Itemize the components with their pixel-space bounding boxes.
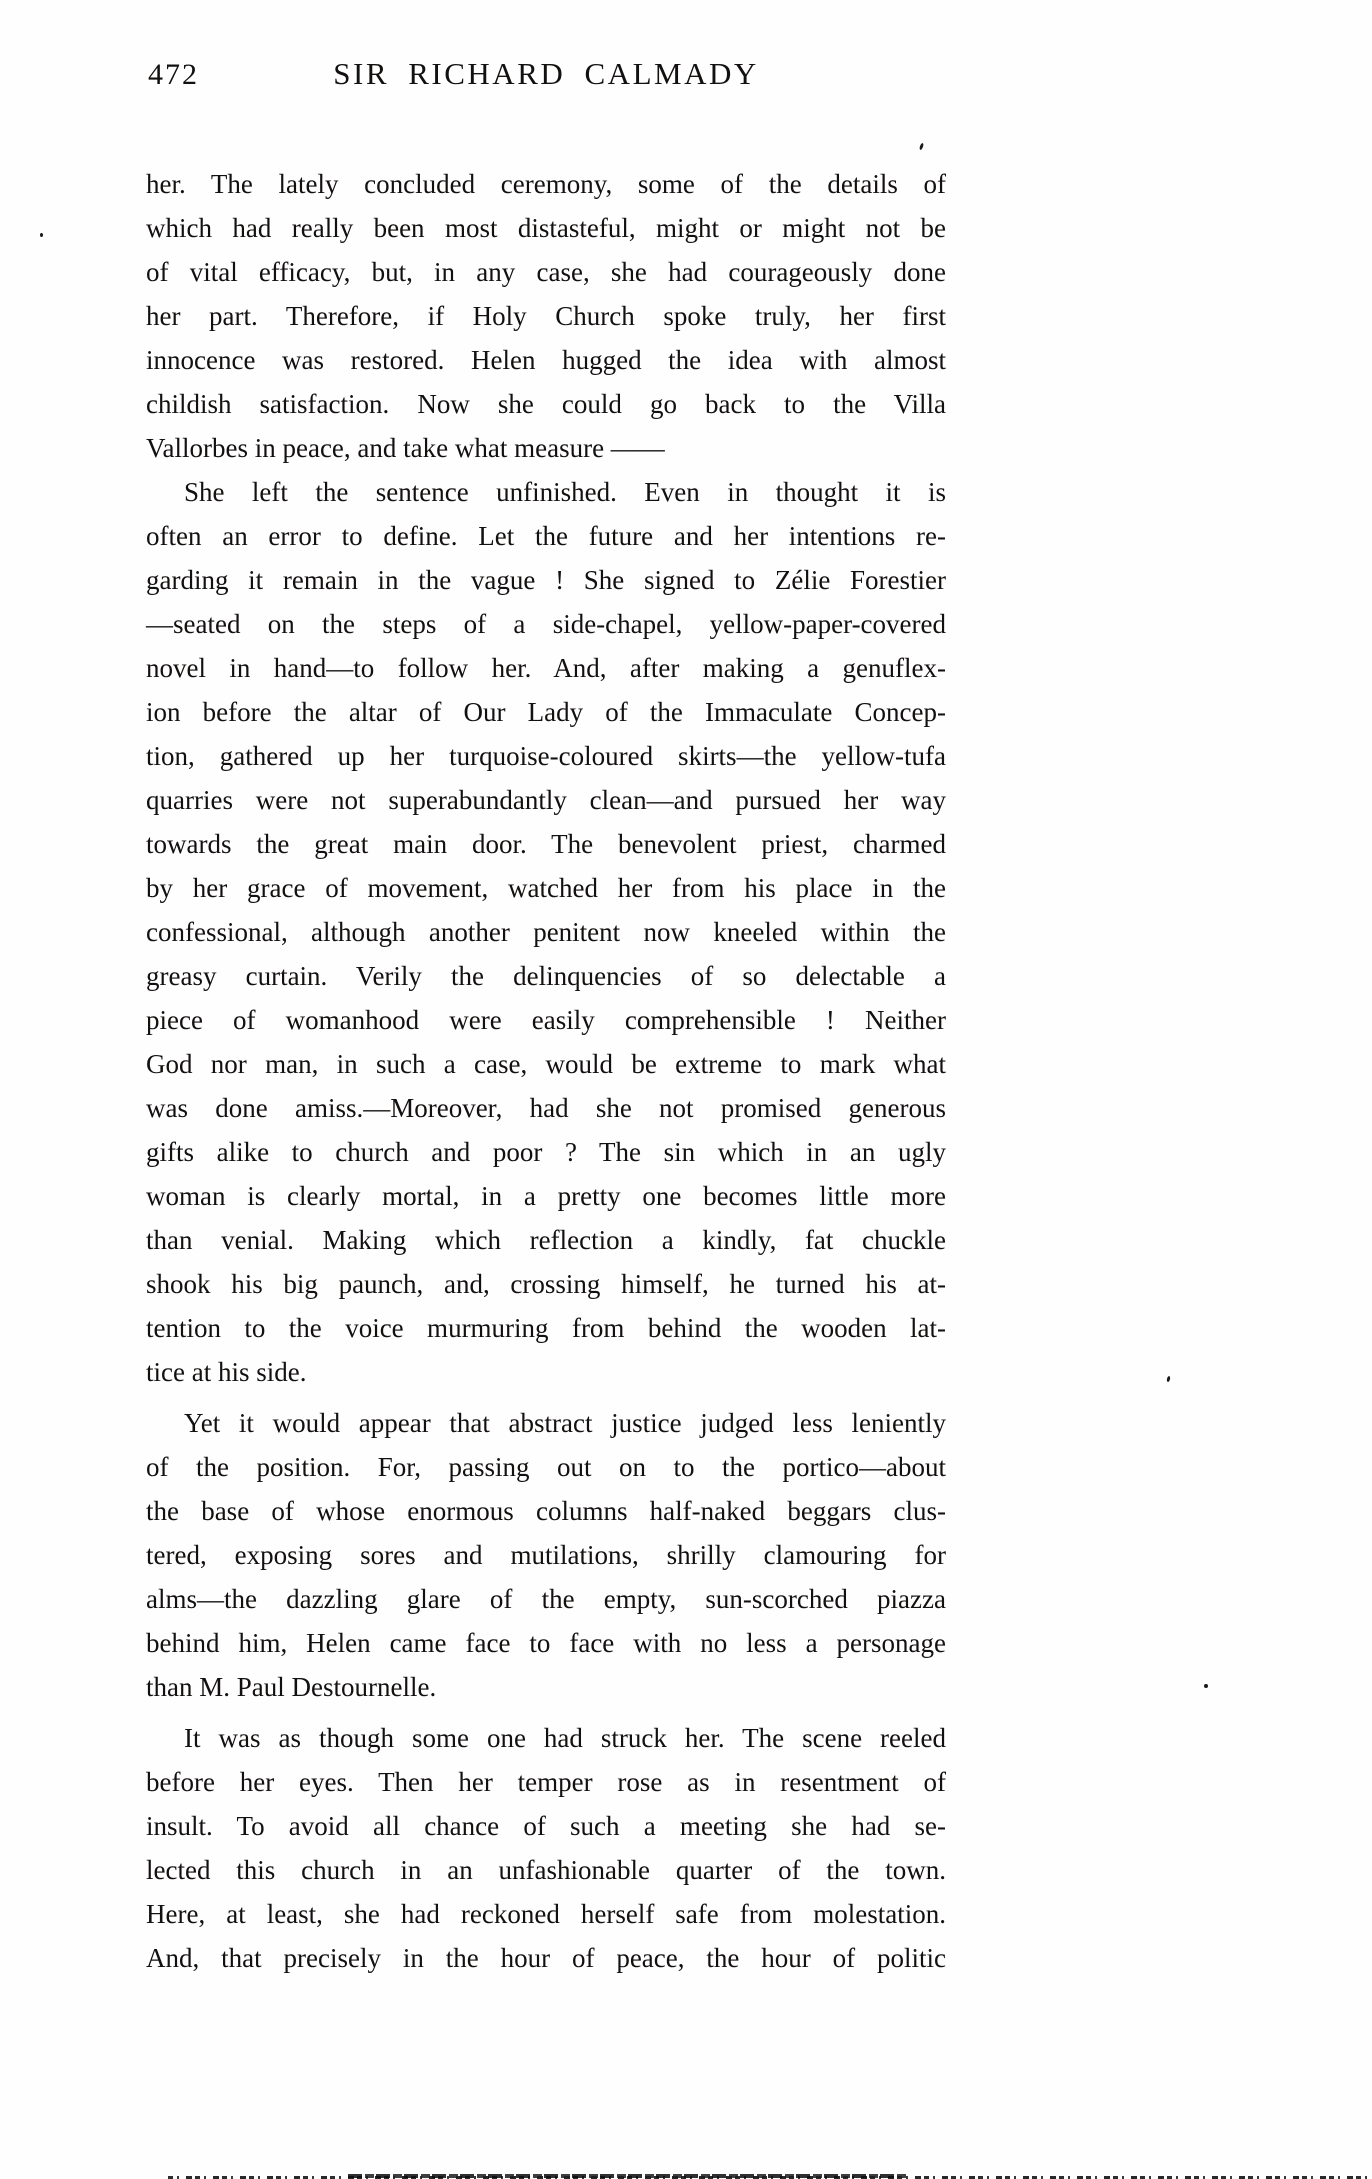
text-line: towards the great main door. The benevolent priest, charmed bbox=[146, 829, 946, 859]
text-line: gifts alike to church and poor ? The sin which in an ugly bbox=[146, 1137, 946, 1167]
scan-speck bbox=[919, 143, 924, 151]
text-line: was done amiss.—Moreover, had she not promised generous bbox=[146, 1093, 946, 1123]
text-line: garding it remain in the vague ! She signed to Zélie Forestier bbox=[146, 565, 946, 595]
paragraph bbox=[146, 1716, 946, 1980]
text-line: ion before the altar of Our Lady of the Immaculate Concep- bbox=[146, 697, 946, 727]
scan-speck bbox=[1166, 1376, 1170, 1383]
page-text bbox=[146, 162, 946, 1980]
text-line: Yet it would appear that abstract justice judged less leniently bbox=[184, 1408, 946, 1438]
text-line: of the position. For, passing out on to the portico—about bbox=[146, 1452, 946, 1482]
text-line: quarries were not superabundantly clean—and pursued her way bbox=[146, 785, 946, 815]
text-line: childish satisfaction. Now she could go back to the Villa bbox=[146, 389, 946, 419]
text-line: of vital efficacy, but, in any case, she had courageously done bbox=[146, 257, 946, 287]
text-line: insult. To avoid all chance of such a meeting she had se- bbox=[146, 1811, 946, 1841]
text-line: shook his big paunch, and, crossing himself, he turned his at- bbox=[146, 1269, 946, 1299]
text-line: confessional, although another penitent now kneeled within the bbox=[146, 917, 946, 947]
paragraph bbox=[146, 162, 946, 470]
text-line: greasy curtain. Verily the delinquencies of so delectable a bbox=[146, 961, 946, 991]
text-line: often an error to define. Let the future and her intentions re- bbox=[146, 521, 946, 551]
text-line: behind him, Helen came face to face with no less a personage bbox=[146, 1628, 946, 1658]
text-line: her. The lately concluded ceremony, some of the details of bbox=[146, 169, 946, 199]
text-line: piece of womanhood were easily comprehensible ! Neither bbox=[146, 1005, 946, 1035]
paragraph bbox=[146, 1401, 946, 1709]
scan-speck bbox=[1204, 1684, 1208, 1688]
text-line: which had really been most distasteful, might or might not be bbox=[146, 213, 946, 243]
text-line: woman is clearly mortal, in a pretty one becomes little more bbox=[146, 1181, 946, 1211]
text-line: before her eyes. Then her temper rose as in resentment of bbox=[146, 1767, 946, 1797]
text-line: God nor man, in such a case, would be extreme to mark what bbox=[146, 1049, 946, 1079]
text-line: She left the sentence unfinished. Even in thought it is bbox=[184, 477, 946, 507]
scan-edge-band bbox=[348, 2174, 908, 2178]
text-line: her part. Therefore, if Holy Church spoke truly, her first bbox=[146, 301, 946, 331]
text-line: tention to the voice murmuring from behind the wooden lat- bbox=[146, 1313, 946, 1343]
text-line: tion, gathered up her turquoise-coloured skirts—the yellow-tufa bbox=[146, 741, 946, 771]
text-line: tered, exposing sores and mutilations, shrilly clamouring for bbox=[146, 1540, 946, 1570]
text-line: than M. Paul Destournelle. bbox=[146, 1672, 437, 1702]
page-header bbox=[146, 56, 946, 100]
text-line: tice at his side. bbox=[146, 1357, 307, 1387]
text-line: the base of whose enormous columns half-naked beggars clus- bbox=[146, 1496, 946, 1526]
page-number: 472 bbox=[148, 58, 199, 91]
text-line: Vallorbes in peace, and take what measure —— bbox=[146, 433, 665, 463]
text-line: It was as though some one had struck her. The scene reeled bbox=[184, 1723, 946, 1753]
text-line: novel in hand—to follow her. And, after making a genuflex- bbox=[146, 653, 946, 683]
scan-speck bbox=[40, 233, 43, 237]
text-line: lected this church in an unfashionable quarter of the town. bbox=[146, 1855, 946, 1885]
text-line: Here, at least, she had reckoned herself safe from molestation. bbox=[146, 1899, 946, 1929]
scan-edge-artifact bbox=[168, 2173, 1372, 2179]
text-line: And, that precisely in the hour of peace, the hour of politic bbox=[146, 1943, 946, 1973]
paragraph bbox=[146, 470, 946, 1394]
text-line: —seated on the steps of a side-chapel, yellow-paper-covered bbox=[146, 609, 946, 639]
text-line: than venial. Making which reflection a kindly, fat chuckle bbox=[146, 1225, 946, 1255]
text-line: by her grace of movement, watched her from his place in the bbox=[146, 873, 946, 903]
text-line: innocence was restored. Helen hugged the idea with almost bbox=[146, 345, 946, 375]
text-line: alms—the dazzling glare of the empty, sun-scorched piazza bbox=[146, 1584, 946, 1614]
running-title: SIR RICHARD CALMADY bbox=[333, 56, 759, 91]
